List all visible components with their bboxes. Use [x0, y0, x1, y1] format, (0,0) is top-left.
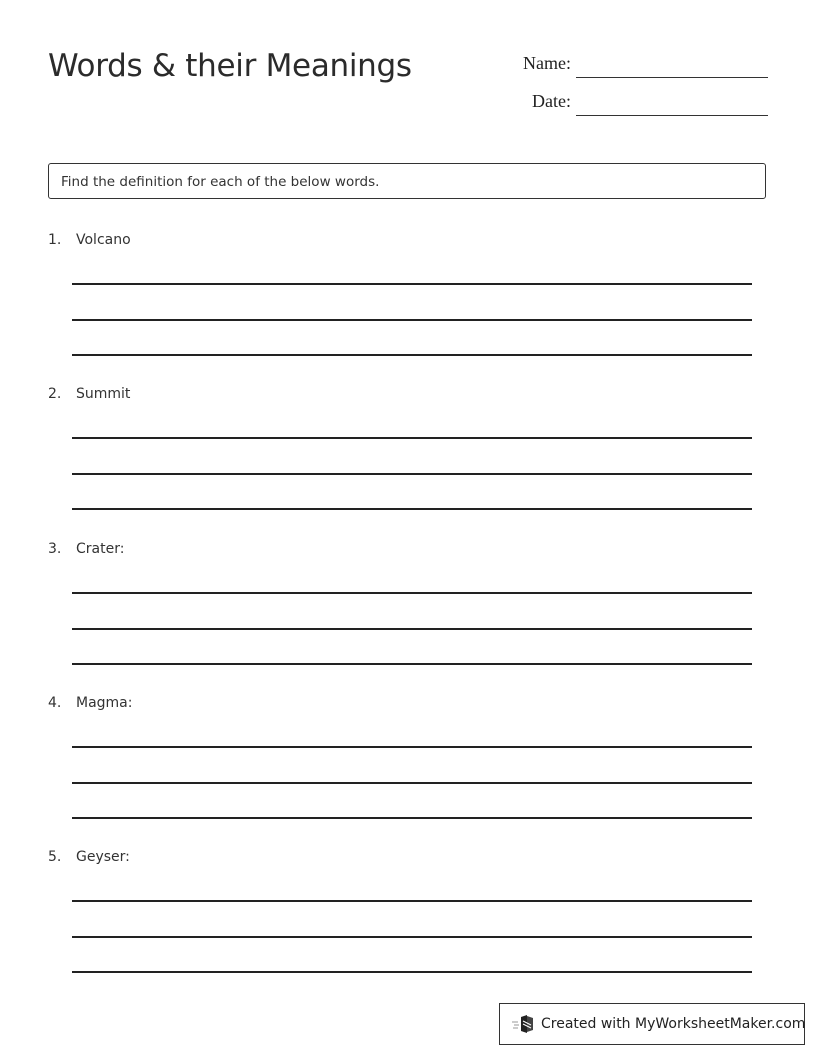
answer-line[interactable] [72, 746, 752, 748]
question-number: 4. [48, 695, 62, 711]
answer-line[interactable] [72, 936, 752, 938]
question-word: Crater: [76, 541, 125, 557]
date-label: Date: [532, 91, 571, 111]
answer-line[interactable] [72, 971, 752, 973]
question-word: Volcano [76, 232, 131, 248]
answer-line[interactable] [72, 663, 752, 665]
answer-line[interactable] [72, 817, 752, 819]
date-field [500, 91, 571, 115]
instructions-box [48, 163, 766, 199]
name-input-line[interactable] [576, 77, 768, 78]
footer-text: Created with MyWorksheetMaker.com [541, 1016, 806, 1032]
answer-line[interactable] [72, 437, 752, 439]
question-word: Geyser: [76, 849, 130, 865]
question-number: 5. [48, 849, 62, 865]
date-input-line[interactable] [576, 115, 768, 116]
answer-line[interactable] [72, 283, 752, 285]
name-label: Name: [523, 53, 571, 73]
instructions-text: Find the definition for each of the below words. [61, 174, 380, 190]
name-field [500, 53, 571, 77]
answer-line[interactable] [72, 508, 752, 510]
question-number: 3. [48, 541, 62, 557]
answer-line[interactable] [72, 900, 752, 902]
answer-line[interactable] [72, 782, 752, 784]
answer-line[interactable] [72, 592, 752, 594]
answer-line[interactable] [72, 628, 752, 630]
question-word: Magma: [76, 695, 133, 711]
answer-line[interactable] [72, 473, 752, 475]
page-title: Words & their Meanings [48, 48, 412, 84]
question-word: Summit [76, 386, 131, 402]
answer-line[interactable] [72, 319, 752, 321]
answer-line[interactable] [72, 354, 752, 356]
question-number: 1. [48, 232, 62, 248]
footer-badge[interactable] [499, 1003, 805, 1045]
question-number: 2. [48, 386, 62, 402]
worksheet-maker-logo-icon [512, 1015, 536, 1033]
